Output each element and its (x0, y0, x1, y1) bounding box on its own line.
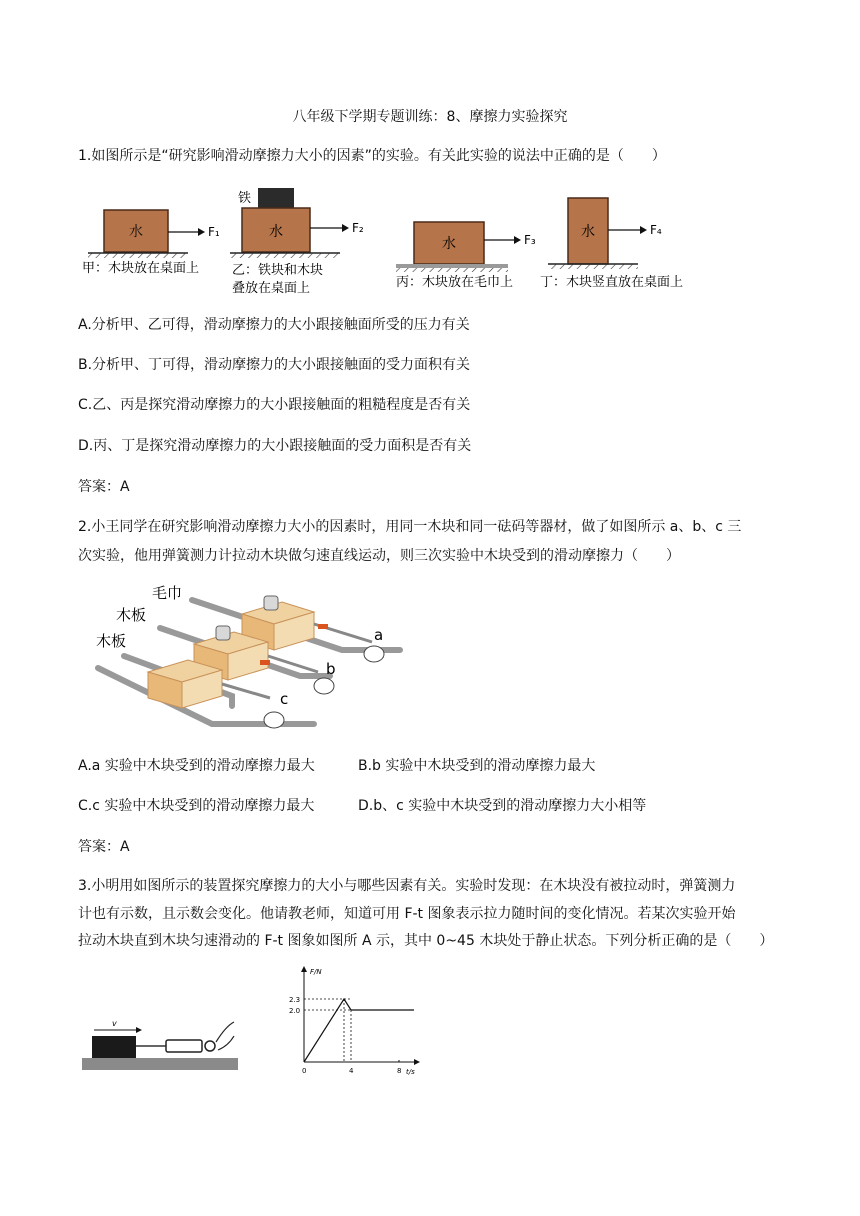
q2-figure (82, 578, 412, 738)
q1-fig-bing (396, 222, 536, 290)
velocity-label: v (112, 1019, 117, 1028)
x-axis-arrow (414, 1059, 420, 1065)
y-axis-label: F/N (310, 968, 322, 976)
table-hatch (88, 253, 188, 258)
table-hatch (230, 253, 340, 258)
letter-a: a (374, 626, 384, 644)
q2-option-c: C.c 实验中木块受到的滑动摩擦力最大 (78, 798, 315, 814)
table-hatch (548, 264, 638, 269)
label-board-2: 木板 (96, 632, 127, 650)
table (82, 1058, 238, 1070)
q3-apparatus (82, 1016, 242, 1072)
iron-block (258, 188, 294, 208)
force-label-f2: F₂ (352, 221, 364, 235)
block-text: 水 (129, 224, 143, 240)
q1-option-a: A.分析甲、乙可得，滑动摩擦力的大小跟接触面所受的压力有关 (78, 317, 470, 333)
spring-scale (166, 1040, 202, 1052)
arrow-head (198, 228, 205, 236)
q1-stem: 1.如图所示是“研究影响滑动摩擦力大小的因素”的实验。有关此实验的说法中正确的是（ ） (78, 148, 666, 164)
x-tick-0: 0 (302, 1067, 307, 1075)
q2-stem-line2: 次实验，他用弹簧测力计拉动木块做匀速直线运动，则三次实验中木块受到的滑动摩擦力（ ） (78, 548, 680, 564)
caption-yi-2: 叠放在桌面上 (232, 281, 311, 296)
force-label-f1: F₁ (208, 225, 220, 239)
letter-c: c (280, 690, 289, 708)
force-label-f4: F₄ (650, 223, 662, 237)
letter-b: b (326, 660, 336, 678)
label-towel: 毛巾 (152, 584, 183, 602)
q3-ft-graph (286, 962, 426, 1078)
q3-stem-line3: 拉动木块直到木块匀速滑动的 F-t 图象如图所 A 示，其中 0~45 木块处于静止状态。下列分析正确的是（ ） (78, 933, 774, 949)
caption-jia: 甲：木块放在桌面上 (82, 261, 200, 276)
page-title: 八年级下学期专题训练：8、摩擦力实验探究 (292, 109, 568, 125)
iron-text: 铁 (238, 191, 252, 206)
q2-stem-line1: 2.小王同学在研究影响滑动摩擦力大小的因素时，用同一木块和同一砝码等器材，做了如图所示 a、b、c 三 (78, 519, 742, 535)
ft-curve (304, 999, 414, 1062)
q1-fig-ding (540, 198, 683, 290)
y-tick-23: 2.3 (289, 996, 301, 1004)
x-tick-8: 8 (397, 1067, 402, 1075)
y-axis-arrow (301, 966, 307, 972)
hand (216, 1022, 234, 1050)
scale-mark-b (260, 660, 270, 665)
x-tick-4: 4 (349, 1067, 354, 1075)
force-label-f3: F₃ (524, 233, 536, 247)
x-axis-label: t/s (406, 1068, 415, 1076)
q3-stem-line2: 计也有示数，且示数会变化。他请教老师，知道可用 F-t 图象表示拉力随时间的变化情况。若某次实验开始 (78, 906, 736, 922)
q3-stem-line1: 3.小明用如图所示的装置探究摩擦力的大小与哪些因素有关。实验时发现：在木块没有被拉动时，弹簧测力 (78, 878, 736, 894)
table-hatch (396, 268, 508, 272)
towel (396, 264, 508, 268)
wood-block (92, 1036, 136, 1058)
block-text: 水 (269, 224, 283, 240)
scale-mark-a (318, 624, 328, 629)
q1-fig-jia (82, 210, 220, 276)
q1-option-c: C.乙、丙是探究滑动摩擦力的大小跟接触面的粗糙程度是否有关 (78, 397, 471, 413)
arrow-head (136, 1027, 142, 1033)
hand-b (314, 678, 334, 694)
q2-answer: 答案：A (78, 839, 130, 855)
q1-fig-yi (230, 188, 364, 296)
caption-yi-1: 乙：铁块和木块 (232, 263, 324, 278)
q2-option-a: A.a 实验中木块受到的滑动摩擦力最大 (78, 758, 315, 774)
arrow-head (640, 226, 647, 234)
q1-option-d: D.丙、丁是探究滑动摩擦力的大小跟接触面的受力面积是否有关 (78, 438, 472, 454)
caption-bing: 丙：木块放在毛巾上 (396, 275, 514, 290)
q1-option-b: B.分析甲、丁可得，滑动摩擦力的大小跟接触面的受力面积有关 (78, 357, 471, 373)
q1-figure (78, 182, 718, 300)
arrow-head (342, 224, 349, 232)
y-tick-20: 2.0 (289, 1007, 301, 1015)
arrow-head (514, 236, 521, 244)
hand-a (364, 646, 384, 662)
hook (205, 1041, 215, 1051)
caption-ding: 丁：木块竖直放在桌面上 (540, 275, 684, 290)
block-text: 水 (442, 236, 456, 252)
hand-c (264, 712, 284, 728)
q1-answer: 答案：A (78, 479, 130, 495)
q2-option-b: B.b 实验中木块受到的滑动摩擦力最大 (358, 758, 596, 774)
label-board-1: 木板 (116, 606, 147, 624)
q2-option-d: D.b、c 实验中木块受到的滑动摩擦力大小相等 (358, 798, 647, 814)
block-text: 水 (581, 224, 595, 240)
